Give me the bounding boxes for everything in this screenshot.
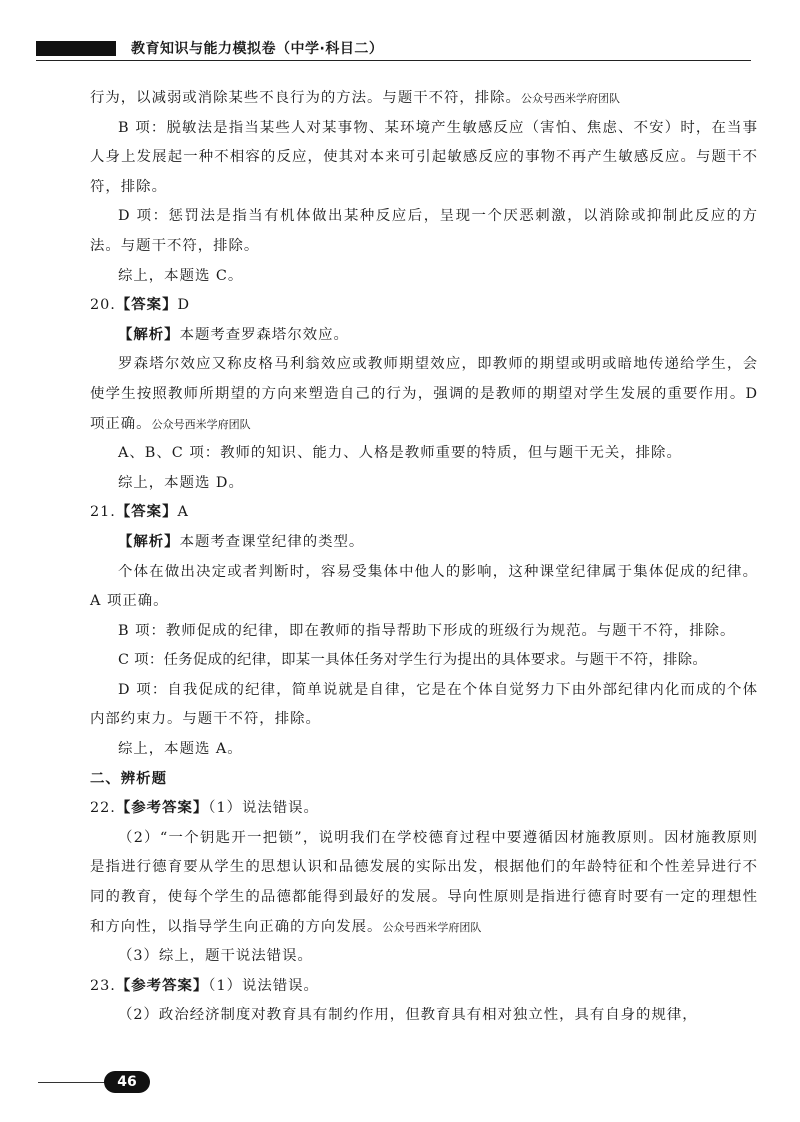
paragraph-q22-point-2: [90, 824, 758, 942]
paragraph-q21-option-d: D 项：自我促成的纪律，简单说就是自律，它是在个体自觉努力下由外部纪律内化而成的个体内部约束力。与题干不符，排除。: [90, 681, 758, 728]
watermark-text: 公众号西米学府团队: [151, 417, 251, 431]
paragraph-option-d: D 项：惩罚法是指当有机体做出某种反应后，呈现一个厌恶刺激，以消除或抑制此反应的方法。与题干不符，排除。: [90, 208, 758, 254]
paragraph-q20-explanation: [90, 350, 758, 439]
answer-text: （1）说法错误。: [208, 800, 319, 817]
page-number-badge: 46: [104, 1071, 150, 1093]
question-23-answer: [90, 972, 758, 1002]
question-20-analysis: [118, 321, 758, 351]
header-divider: [36, 60, 751, 61]
analysis-label: 【解析】: [118, 326, 180, 343]
question-number: 21.: [90, 504, 116, 521]
question-number: 22.: [90, 800, 116, 817]
answer-value: D: [177, 297, 191, 314]
reference-answer-label: 【参考答案】: [115, 800, 209, 817]
answer-label: 【答案】: [115, 297, 178, 314]
reference-answer-label: 【参考答案】: [115, 977, 209, 994]
paragraph-q22-point-3: （3）综上，题干说法错误。: [118, 948, 313, 965]
text: 行为，以减弱或消除某些不良行为的方法。与题干不符，排除。: [90, 90, 521, 106]
analysis-text: 本题考查课堂纪律的类型。: [179, 533, 365, 550]
paragraph-q21-option-c: C 项：任务促成的纪律，即某一具体任务对学生行为提出的具体要求。与题干不符，排除。: [118, 652, 708, 669]
header-title: 教育知识与能力模拟卷（中学·科目二）: [131, 41, 384, 57]
paragraph-q20-options: A、B、C 项：教师的知识、能力、人格是教师重要的特质，但与题干无关，排除。: [118, 445, 682, 462]
paragraph-q23-point-2: （2）政治经济制度对教育具有制约作用，但教育具有相对独立性，具有自身的规律，: [118, 1007, 698, 1024]
paragraph-continuation: [90, 84, 758, 114]
question-20-answer: [90, 291, 758, 321]
question-21-answer: [90, 498, 758, 528]
text: 罗森塔尔效应又称皮格马利翁效应或教师期望效应，即教师的期望或明或暗地传递给学生，会使学生按照教师所期望的方向来塑造自己的行为，强调的是教师的期望对学生发展的重要作用。D 项正确。: [90, 356, 758, 432]
answer-text: （1）说法错误。: [208, 977, 319, 994]
analysis-label: 【解析】: [118, 533, 180, 550]
question-number: 23.: [90, 977, 116, 994]
text: （2）“一个钥匙开一把锁”，说明我们在学校德育过程中要遵循因材施教原则。因材施教原则是指进行德育要从学生的思想认识和品德发展的实际出发，根据他们的年龄特征和个性差异进行不同的教育，使每个学生的品德都能得到最好的发展。导向性原则是指进行德育时要有一定的理想性和方向性，以指导学生向正确的方向发展。: [90, 829, 758, 935]
question-21-analysis: [118, 528, 758, 558]
paragraph-q21-option-b: B 项：教师促成的纪律，即在教师的指导帮助下形成的班级行为规范。与题干不符，排除。: [118, 622, 736, 639]
paragraph-option-b: B 项：脱敏法是指当某些人对某事物、某环境产生敏感反应（害怕、焦虑、不安）时，在当事人身上发展起一种不相容的反应，使其对本来可引起敏感反应的事物不再产生敏感反应。与题干不符，排除。: [90, 119, 758, 195]
page-header: [0, 38, 800, 64]
watermark-text: 公众号西米学府团队: [382, 920, 482, 934]
paragraph-conclusion: 综上，本题选 C。: [118, 267, 244, 284]
analysis-text: 本题考查罗森塔尔效应。: [179, 326, 349, 343]
question-number: 20.: [90, 297, 116, 314]
paragraph-q21-explanation: 个体在做出决定或者判断时，容易受集体中他人的影响，这种课堂纪律属于集体促成的纪律。A 项正确。: [90, 563, 758, 610]
answer-label: 【答案】: [115, 504, 178, 521]
answer-value: A: [177, 504, 189, 521]
paragraph-q20-conclusion: 综上，本题选 D。: [118, 474, 244, 491]
paragraph-q21-conclusion: 综上，本题选 A。: [118, 741, 243, 758]
section-heading: 二、辨析题: [90, 770, 167, 787]
header-black-bar: [36, 41, 116, 56]
footer-divider: [38, 1082, 106, 1083]
question-22-answer: [90, 794, 758, 824]
watermark-text: 公众号西米学府团队: [520, 92, 620, 105]
page-content: [90, 84, 758, 1031]
